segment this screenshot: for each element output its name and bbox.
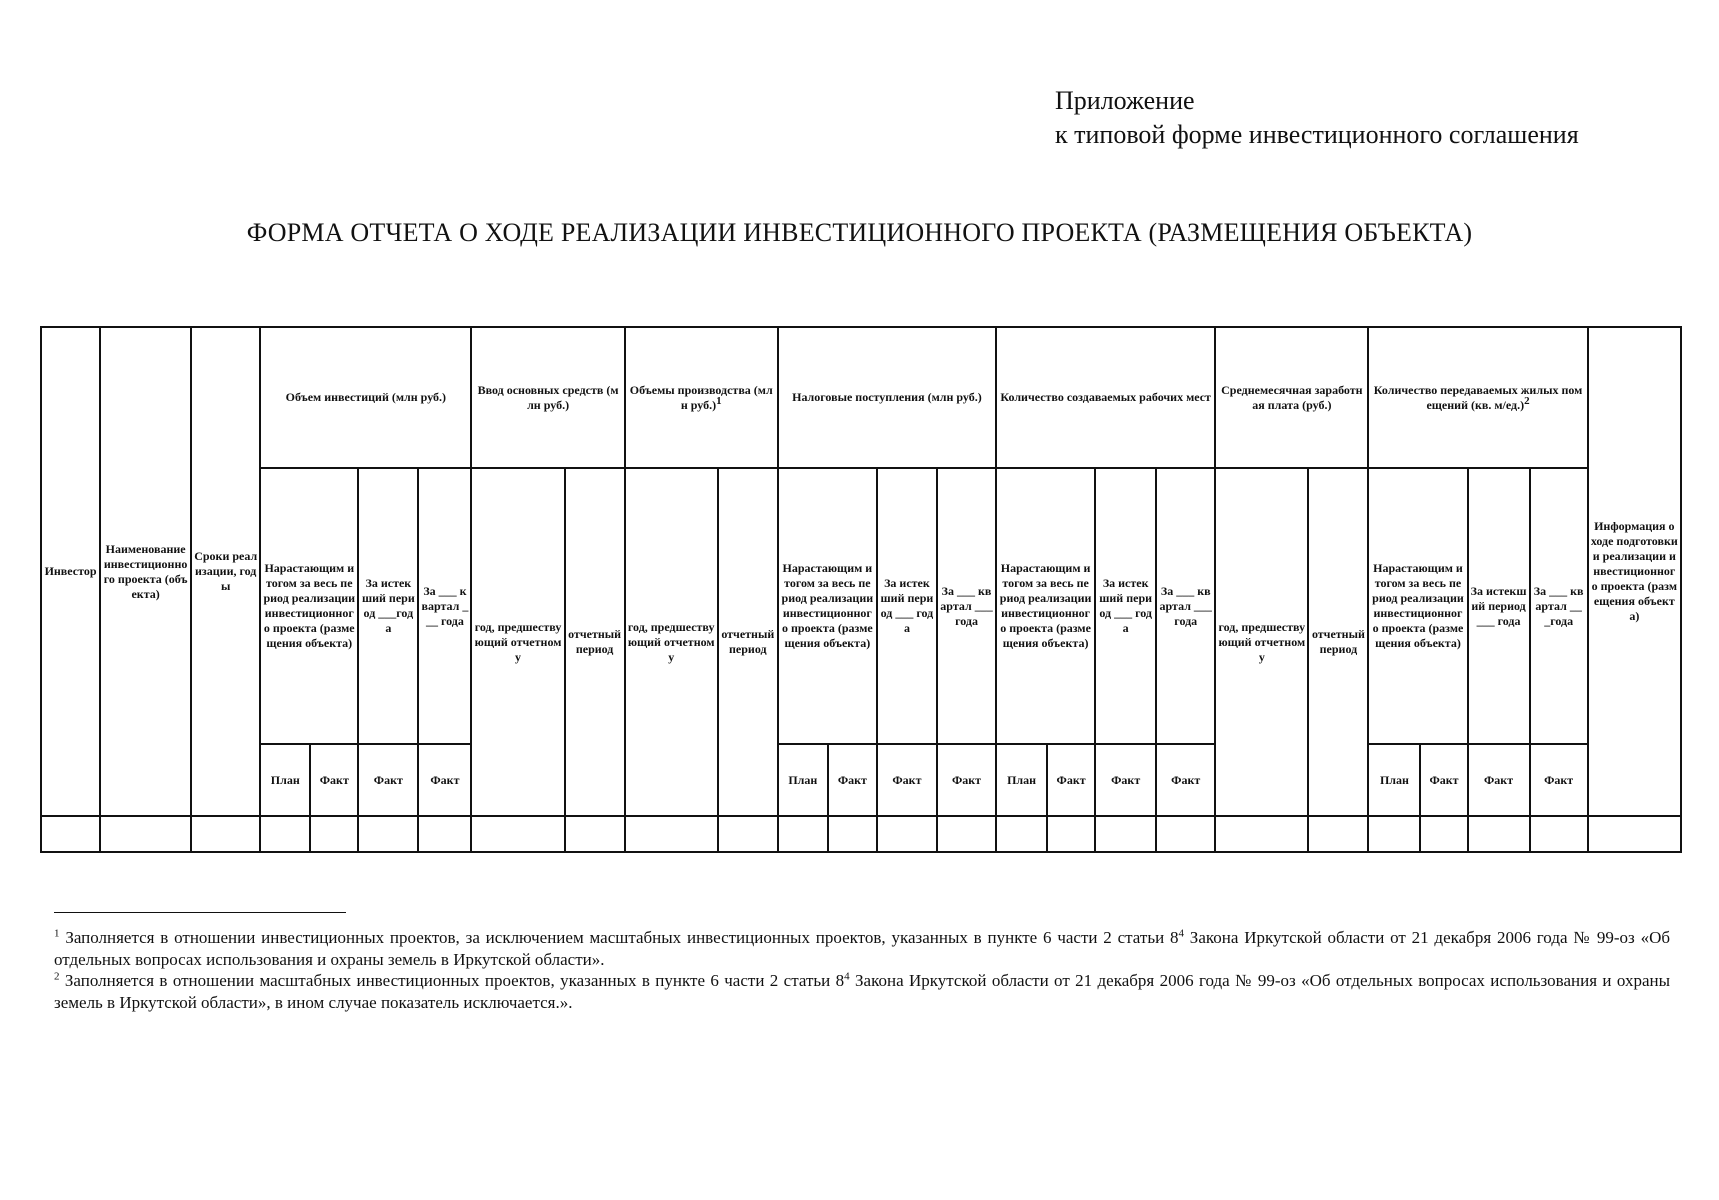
col-investor: Инвестор xyxy=(41,327,100,816)
empty-cell xyxy=(310,816,358,852)
investments-quarter: За ___ квартал ___ года xyxy=(418,468,471,744)
header-row-periods xyxy=(41,468,1681,744)
form-title: ФОРМА ОТЧЕТА О ХОДЕ РЕАЛИЗАЦИИ ИНВЕСТИЦИОННОГО ПРОЕКТА (РАЗМЕЩЕНИЯ ОБЪЕКТА) xyxy=(246,218,1473,247)
empty-cell xyxy=(1530,816,1588,852)
investments-plan: План xyxy=(260,744,310,816)
empty-cell xyxy=(828,816,877,852)
investments-fact: Факт xyxy=(310,744,358,816)
group-taxes: Налоговые поступления (млн руб.) xyxy=(778,327,996,468)
empty-cell xyxy=(877,816,937,852)
footnote-ref-1: 1 xyxy=(716,394,722,407)
housing-quarter-fact: Факт xyxy=(1530,744,1588,816)
footnote-2 xyxy=(54,970,1670,1014)
appendix-line2: к типовой форме инвестиционного соглашения xyxy=(1055,120,1579,149)
header-row-groups xyxy=(41,327,1681,468)
jobs-quarter-fact: Факт xyxy=(1156,744,1215,816)
investments-elapsed: За истекший период ___года xyxy=(358,468,418,744)
jobs-elapsed-fact: Факт xyxy=(1095,744,1156,816)
empty-cell xyxy=(358,816,418,852)
empty-cell xyxy=(1156,816,1215,852)
appendix-line1: Приложение xyxy=(1055,86,1195,115)
taxes-cumulative: Нарастающим итогом за весь период реализации инвестиционного проекта (размещения объекта) xyxy=(778,468,877,744)
footnote-divider xyxy=(54,912,346,913)
group-housing xyxy=(1368,327,1587,468)
jobs-plan: План xyxy=(996,744,1047,816)
col-project-name: Наименование инвестиционного проекта (объекта) xyxy=(100,327,191,816)
taxes-fact: Факт xyxy=(828,744,877,816)
footnote-1-text: Заполняется в отношении инвестиционных проектов, за исключением масштабных инвестиционных проектов, указанных в пункте 6 части 2 статьи 8 xyxy=(65,928,1179,947)
empty-cell xyxy=(41,816,100,852)
footnote-2-sup: 4 xyxy=(844,970,850,983)
housing-fact: Факт xyxy=(1420,744,1467,816)
footnote-2-tail: Закона Иркутской области от 21 декабря 2006 года № 99-оз «Об отдельных вопросах использования и охраны земель в Иркутской области», в ином случае показатель исключается.». xyxy=(54,971,1671,1012)
jobs-elapsed: За истекший период ___ года xyxy=(1095,468,1156,744)
footnote-1-tail: Закона Иркутской области от 21 декабря 2006 года № 99-оз «Об отдельных вопросах использования и охраны земель в Иркутской области». xyxy=(54,928,1671,969)
empty-cell xyxy=(1308,816,1368,852)
investments-elapsed-fact: Факт xyxy=(358,744,418,816)
group-salary: Среднемесячная заработная плата (руб.) xyxy=(1215,327,1368,468)
empty-cell xyxy=(1368,816,1420,852)
empty-cell xyxy=(471,816,564,852)
empty-cell xyxy=(937,816,996,852)
header-row-plan-fact xyxy=(41,744,1681,816)
investments-cumulative: Нарастающим итогом за весь период реализации инвестиционного проекта (размещения объекта) xyxy=(260,468,358,744)
production-reporting: отчетный период xyxy=(718,468,778,816)
empty-cell xyxy=(778,816,828,852)
taxes-quarter: За ___ квартал ___года xyxy=(937,468,996,744)
group-investments: Объем инвестиций (млн руб.) xyxy=(260,327,471,468)
taxes-quarter-fact: Факт xyxy=(937,744,996,816)
empty-cell xyxy=(1095,816,1156,852)
housing-cumulative: Нарастающим итогом за весь период реализации инвестиционного проекта (размещения объекта) xyxy=(1368,468,1467,744)
report-table xyxy=(40,326,1682,853)
empty-cell xyxy=(1420,816,1467,852)
jobs-fact: Факт xyxy=(1047,744,1095,816)
jobs-cumulative: Нарастающим итогом за весь период реализации инвестиционного проекта (размещения объекта) xyxy=(996,468,1095,744)
housing-quarter: За ___ квартал ___года xyxy=(1530,468,1588,744)
empty-cell xyxy=(100,816,191,852)
salary-reporting: отчетный период xyxy=(1308,468,1368,816)
investments-quarter-fact: Факт xyxy=(418,744,471,816)
housing-plan: План xyxy=(1368,744,1420,816)
empty-cell xyxy=(1468,816,1530,852)
empty-cell xyxy=(191,816,260,852)
footnote-1 xyxy=(54,927,1670,971)
footnote-1-mark: 1 xyxy=(54,927,60,940)
empty-cell xyxy=(565,816,625,852)
group-fixed-assets: Ввод основных средств (млн руб.) xyxy=(471,327,624,468)
taxes-elapsed-fact: Факт xyxy=(877,744,937,816)
col-info: Информация о ходе подготовки и реализации инвестиционного проекта (размещения объекта) xyxy=(1588,327,1681,816)
salary-year-before: год, предшествующий отчетному xyxy=(1215,468,1308,816)
col-terms: Сроки реализации, годы xyxy=(191,327,260,816)
empty-cell xyxy=(418,816,471,852)
fixed-assets-reporting: отчетный период xyxy=(565,468,625,816)
empty-cell xyxy=(1588,816,1681,852)
empty-cell xyxy=(996,816,1047,852)
empty-cell xyxy=(718,816,778,852)
group-housing-label: Количество передаваемых жилых помещений (кв. м/ед.) xyxy=(1373,382,1583,412)
production-year-before: год, предшествующий отчетному xyxy=(625,468,718,816)
footnote-1-sup: 4 xyxy=(1178,927,1184,940)
housing-elapsed-fact: Факт xyxy=(1468,744,1530,816)
housing-elapsed: За истекший период ___ года xyxy=(1468,468,1530,744)
footnote-ref-2: 2 xyxy=(1524,394,1530,407)
taxes-elapsed: За истекший период ___ года xyxy=(877,468,937,744)
taxes-plan: План xyxy=(778,744,828,816)
footnote-2-mark: 2 xyxy=(54,970,60,983)
footnote-2-text: Заполняется в отношении масштабных инвестиционных проектов, указанных в пункте 6 части 2 статьи 8 xyxy=(64,971,845,990)
empty-cell xyxy=(1215,816,1308,852)
table-row xyxy=(41,816,1681,852)
appendix-heading xyxy=(1055,84,1579,152)
group-production xyxy=(625,327,778,468)
group-jobs: Количество создаваемых рабочих мест xyxy=(996,327,1215,468)
group-production-label: Объемы производства (млн руб.) xyxy=(629,382,773,412)
empty-cell xyxy=(625,816,718,852)
empty-cell xyxy=(1047,816,1095,852)
empty-cell xyxy=(260,816,310,852)
jobs-quarter: За ___ квартал ___года xyxy=(1156,468,1215,744)
fixed-assets-year-before: год, предшествующий отчетному xyxy=(471,468,564,816)
